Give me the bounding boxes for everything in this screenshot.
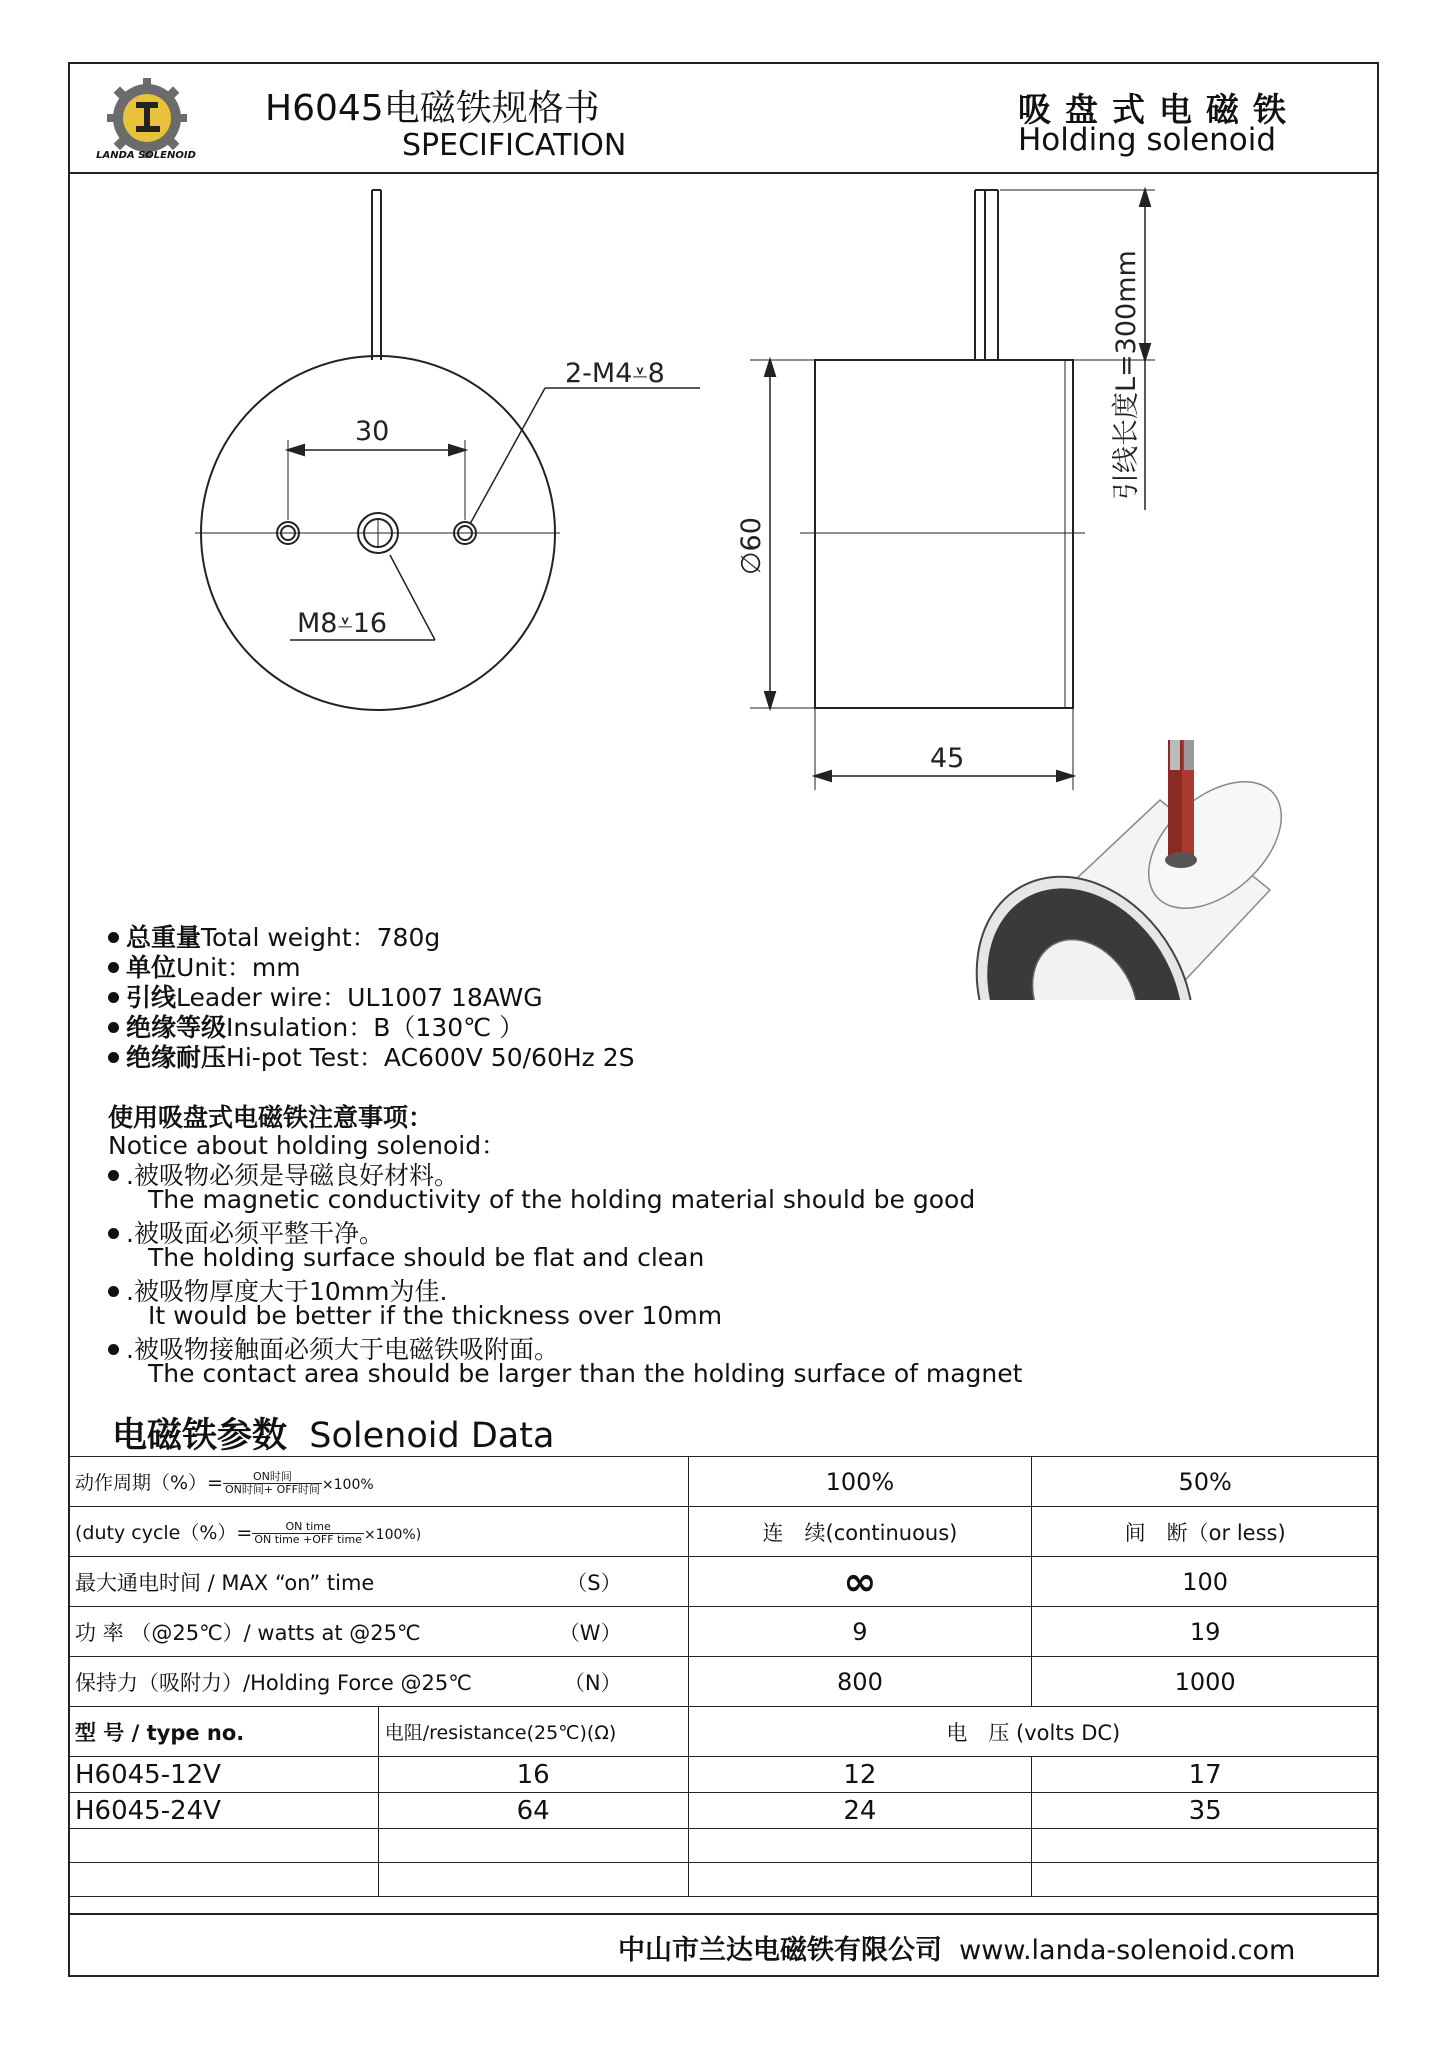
empty-cell <box>1032 1863 1379 1897</box>
spec-weight: 总重量Total weight：780g <box>108 924 440 952</box>
notice-item-3-cn: .被吸物厚度大于10mm为佳. <box>108 1272 447 1308</box>
empty-cell <box>69 1863 379 1897</box>
col2-mode: 间 断（or less) <box>1032 1507 1379 1557</box>
max-on-time-continuous: ∞ <box>688 1557 1032 1607</box>
notice-item-3-en: It would be better if the thickness over 10mm <box>148 1301 723 1330</box>
lead-length-label: 引线长度L=300mm <box>1111 250 1142 500</box>
empty-cell <box>688 1863 1032 1897</box>
doc-title: H6045电磁铁规格书 <box>265 88 600 129</box>
side-view-outline <box>815 360 1073 708</box>
col2-percent: 50% <box>1032 1457 1379 1507</box>
product-type-cn: 吸盘式电磁铁 <box>1018 90 1300 129</box>
model-voltage-2: 35 <box>1032 1793 1379 1829</box>
voltage-header: 电 压 (volts DC) <box>688 1707 1378 1757</box>
product-type-en: Holding solenoid <box>1018 122 1277 158</box>
footer <box>618 1928 1295 1967</box>
notice-item-2-cn: .被吸面必须平整干净。 <box>108 1214 384 1250</box>
notice-item-1-cn: .被吸物必须是导磁良好材料。 <box>108 1156 459 1192</box>
footer-divider <box>68 1913 1379 1915</box>
notice-item-2-en: The holding surface should be flat and clean <box>148 1243 705 1272</box>
website-link[interactable]: www.landa-solenoid.com <box>959 1935 1296 1966</box>
col1-mode: 连 续(continuous) <box>688 1507 1032 1557</box>
technical-drawing <box>0 0 1447 1000</box>
product-render <box>933 740 1305 1000</box>
max-on-time-intermittent: 100 <box>1032 1557 1379 1607</box>
watts-intermittent: 19 <box>1032 1607 1379 1657</box>
resistance-header: 电阻/resistance(25℃)(Ω) <box>378 1707 688 1757</box>
model-resistance: 16 <box>378 1757 688 1793</box>
model-resistance: 64 <box>378 1793 688 1829</box>
empty-cell <box>688 1829 1032 1863</box>
notice-item-1-en: The magnetic conductivity of the holding material should be good <box>148 1185 976 1214</box>
notice-item-4-en: The contact area should be larger than the holding surface of magnet <box>148 1359 1023 1388</box>
notice-item-4-cn: .被吸物接触面必须大于电磁铁吸附面。 <box>108 1330 559 1366</box>
force-continuous: 800 <box>688 1657 1032 1707</box>
empty-cell <box>378 1829 688 1863</box>
col1-percent: 100% <box>688 1457 1032 1507</box>
empty-cell <box>69 1829 379 1863</box>
watts-continuous: 9 <box>688 1607 1032 1657</box>
hole-callout: 2-M4⩡8 <box>565 358 665 389</box>
model-type: H6045-12V <box>69 1757 379 1793</box>
spec-hipot: 绝缘耐压Hi-pot Test：AC600V 50/60Hz 2S <box>108 1044 635 1072</box>
model-voltage-1: 12 <box>688 1757 1032 1793</box>
logo-text: LANDA SOLENOID <box>96 150 196 161</box>
duty-cycle-cn: 动作周期（%）= $\frac{\text{ON时间}}{\text{ON时间+ OFF时间}}$ ×100% <box>69 1457 689 1507</box>
center-callout: M8⩡16 <box>297 608 388 639</box>
force-intermittent: 1000 <box>1032 1657 1379 1707</box>
model-voltage-2: 17 <box>1032 1757 1379 1793</box>
section-title: 电磁铁参数 Solenoid Data <box>112 1416 555 1456</box>
dim-30: 30 <box>355 416 390 447</box>
company-name: 中山市兰达电磁铁有限公司 <box>618 1935 942 1966</box>
empty-cell <box>1032 1829 1379 1863</box>
type-header: 型 号 / type no. <box>69 1707 379 1757</box>
model-type: H6045-24V <box>69 1793 379 1829</box>
row-max-on-time: 最大通电时间 / MAX “on” time （S） <box>69 1557 689 1607</box>
duty-cycle-en: (duty cycle（%）= $\frac{\text{ON time}}{\text{ON time +OFF time}}$ ×100%) <box>69 1507 689 1557</box>
spec-unit: 单位Unit：mm <box>108 954 301 982</box>
dim-45: 45 <box>930 743 965 774</box>
row-watts: 功 率 （@25℃）/ watts at @25℃ （W） <box>69 1607 689 1657</box>
row-holding-force: 保持力（吸附力）/Holding Force @25℃ （N） <box>69 1657 689 1707</box>
spec-insulation: 绝缘等级Insulation：B（130℃ ） <box>108 1014 524 1042</box>
doc-subtitle: SPECIFICATION <box>402 128 627 163</box>
model-voltage-1: 24 <box>688 1793 1032 1829</box>
solenoid-data-table <box>68 1456 1379 1897</box>
dim-diameter: ∅60 <box>736 517 767 575</box>
empty-cell <box>378 1863 688 1897</box>
spec-leader-wire: 引线Leader wire：UL1007 18AWG <box>108 984 543 1012</box>
notice-title-cn: 使用吸盘式电磁铁注意事项： <box>108 1103 434 1132</box>
notice-title-en: Notice about holding solenoid： <box>108 1131 507 1160</box>
